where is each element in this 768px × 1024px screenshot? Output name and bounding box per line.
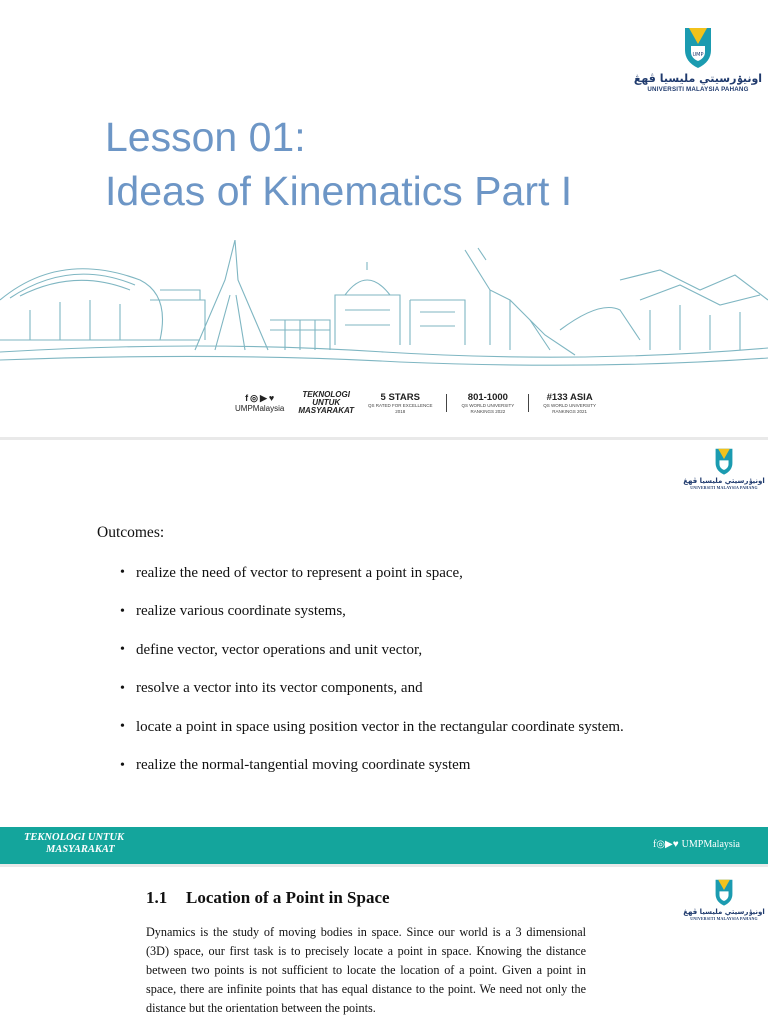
tagline-line-2: UNTUK [312,398,341,407]
youtube-icon[interactable]: ▶ [259,393,267,403]
section-slide [0,867,768,1024]
section-title: Location of a Point in Space [186,888,390,907]
stat-world-caption: QS WORLD UNIVERSITY RANKINGS 2022 [461,402,515,414]
outcome-text: realize the normal-tangential moving coordinate system [136,757,471,774]
tagline-line-1: TEKNOLOGI [302,390,350,399]
bullet: • [120,719,125,735]
title-line-1: Lesson 01: [105,114,306,160]
twitter-icon[interactable]: ♥ [268,393,275,403]
stat-stars [368,392,432,415]
social-icons [245,393,274,404]
divider [528,394,529,412]
instagram-icon[interactable]: ◎ [250,393,258,403]
section-heading [146,888,390,908]
title-slide [0,0,768,437]
stat-world-ranking [461,392,514,415]
list-item [120,708,624,747]
list-item [120,593,624,632]
outcomes-slide [0,440,768,864]
section-number: 1.1 [146,888,168,907]
title-line-2: Ideas of Kinematics Part I [105,168,573,214]
shield-label: UMP [692,52,704,58]
slide-footer [235,383,596,423]
university-name: UNIVERSITI MALAYSIA PAHANG [690,917,758,921]
divider [446,394,447,412]
university-jawi-name: اونيۏرسيتي مليسيا ڤهڠ [683,477,765,485]
banner-tagline-line-1: TEKNOLOGI UNTUK [24,832,125,843]
outcome-text: locate a point in space using position vector in the rectangular coordinate system. [136,718,624,735]
ump-logo [683,446,765,490]
lesson-title [105,110,572,218]
ump-shield-icon [713,877,735,907]
bullet: • [120,565,125,581]
facebook-icon[interactable]: f [245,393,249,403]
outcome-text: resolve a vector into its vector components, and [136,680,423,697]
outcomes-heading: Outcomes: [97,524,165,541]
outcome-text: define vector, vector operations and unit vector, [136,641,423,658]
stat-stars-value: 5 STARS [380,391,420,403]
list-item [120,747,624,786]
stat-asia-caption: QS WORLD UNIVERSITY RANKINGS 2021 [543,402,597,414]
social-icons[interactable]: f◎▶♥ [652,839,679,850]
section-paragraph: Dynamics is the study of moving bodies in space. Since our world is a 3 dimensional (3D) space, our first task is to precisely locate a point in space. Knowing the distance between two points is not sufficient to locate the location of a point. Given a point in space, there are infinite points that has equal distance to the point. We need not only the distance but the orientation between the points. [146,925,586,1015]
bullet: • [120,757,125,773]
ump-logo [683,877,765,921]
banner-handle[interactable]: UMPMalaysia [681,839,740,850]
teal-footer-banner [0,827,768,864]
banner-tagline-line-2: MASYARAKAT [46,844,115,855]
stat-asia-ranking [543,392,596,415]
ump-shield-icon [681,24,715,70]
bullet: • [120,680,125,696]
tagline [298,391,354,415]
university-name: UNIVERSITI MALAYSIA PAHANG [690,486,758,490]
campus-skyline-illustration [0,240,768,370]
stat-stars-caption: QS RATED FOR EXCELLENCE 2018 [368,402,433,414]
outcome-text: realize the need of vector to represent a point in space, [136,564,463,581]
outcome-text: realize various coordinate systems, [136,603,346,620]
outcomes-list [120,554,624,785]
list-item [120,670,624,709]
banner-tagline [24,832,124,856]
stat-asia-value: #133 ASIA [546,391,593,403]
list-item [120,631,624,670]
university-name: UNIVERSITI MALAYSIA PAHANG [647,86,749,93]
social-block [235,393,284,413]
university-jawi-name: اونيۏرسيتي مليسيا ڤهڠ [683,908,765,916]
social-handle: UMPMalaysia [235,404,285,413]
bullet: • [120,642,125,658]
ump-logo [633,24,763,93]
university-jawi-name: اونيۏرسيتي مليسيا ڤهڠ [633,72,763,85]
stat-world-value: 801-1000 [467,391,508,403]
ump-shield-icon [713,446,735,476]
banner-social [653,839,740,850]
bullet: • [120,603,125,619]
list-item [120,554,624,593]
tagline-line-3: MASYARAKAT [298,406,355,415]
